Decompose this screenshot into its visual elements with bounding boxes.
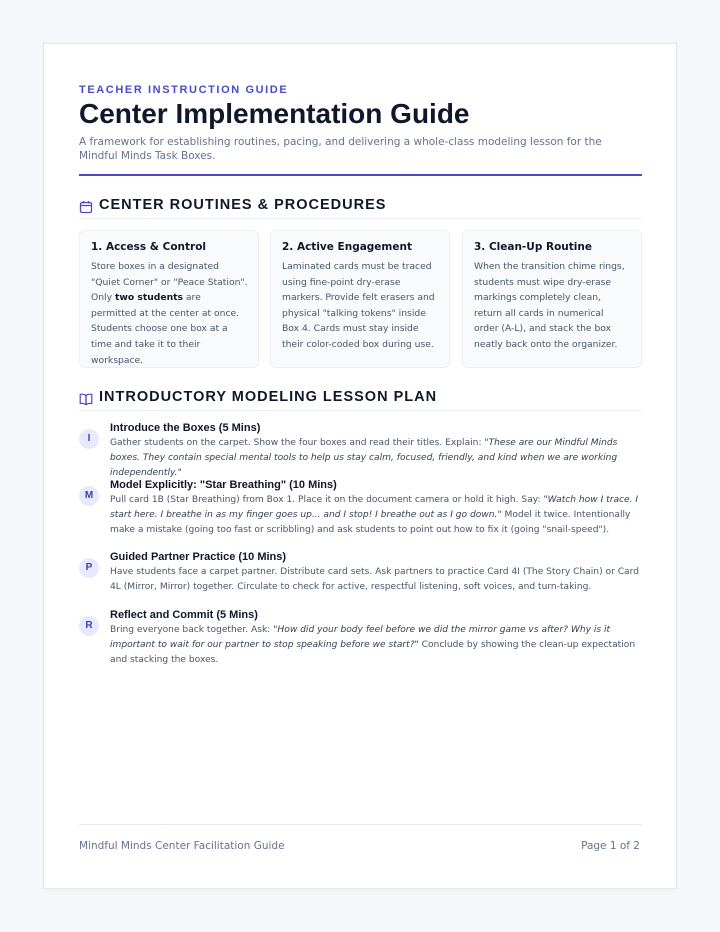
- open-book-icon: [79, 392, 93, 406]
- lesson-section-heading: [79, 389, 642, 411]
- card-body-emphasis: two students: [114, 292, 183, 304]
- routine-card-engagement: [270, 230, 450, 368]
- card-title: 3. Clean-Up Routine: [474, 241, 592, 253]
- step-body: [110, 565, 644, 595]
- step-body-text: Gather students on the carpet. Show the four boxes and read their titles. Explain:: [110, 438, 485, 448]
- step-body: [110, 623, 644, 668]
- footer-title: Mindful Minds Center Facilitation Guide: [79, 840, 285, 852]
- step-quote: "How did your body feel before we did the mirror game vs after? Why is it important to wait for our partner to stop speaking before we start?": [110, 625, 611, 650]
- card-body: [91, 259, 248, 368]
- title-divider: [79, 174, 642, 176]
- card-body-text: Store boxes in a designated "Quiet Corner" or "Peace Station". Only: [91, 261, 248, 304]
- step-quote: "Watch how I trace. I start here. I breathe in as my finger goes up... and I stop! I breathe out as I go down.": [110, 495, 639, 520]
- step-body: [110, 436, 644, 481]
- card-body: When the transition chime rings, students must wipe dry-erase markings completely clean, return all cards in numerical order (A-L), and stack the box neatly back onto the organizer.: [474, 261, 625, 350]
- step-body: [110, 493, 644, 538]
- step-quote: "These are our Mindful Minds boxes. They contain special mental tools to help us stay calm, focused, friendly, and kind when we are working independently.": [110, 438, 618, 478]
- step-body-text: Conclude by showing the clean-up expectation and stacking the boxes.: [110, 640, 636, 665]
- routines-section-heading: [79, 197, 642, 219]
- card-body-text: are permitted at the center at once. Students choose one box at a time and take it to their workspace.: [91, 292, 240, 366]
- step-badge: R: [79, 616, 99, 636]
- card-title: 1. Access & Control: [91, 241, 207, 253]
- step-title: Reflect and Commit (5 Mins): [110, 609, 258, 621]
- step-badge: P: [79, 558, 99, 578]
- page-title: Center Implementation Guide: [79, 98, 470, 129]
- routine-card-cleanup: [462, 230, 642, 368]
- routine-card-access: [79, 230, 259, 368]
- step-body-text: Model it twice. Intentionally make a mistake (going too fast or scribbling) and ask students to point out how to fix it (going "snail-speed").: [110, 510, 631, 535]
- page-number: Page 1 of 2: [581, 840, 640, 852]
- card-title: 2. Active Engagement: [282, 241, 412, 253]
- step-body-text: Have students face a carpet partner. Distribute card sets. Ask partners to practice Card 4I (The Story Chain) or Card 4L (Mirror, Mirror) together. Circulate to check for active, respectful listening, soft voices, and turn-taking.: [110, 567, 639, 592]
- step-body-text: Bring everyone back together. Ask:: [110, 625, 274, 635]
- routines-heading-label: CENTER ROUTINES & PROCEDURES: [99, 197, 396, 213]
- lesson-heading-label: INTRODUCTORY MODELING LESSON PLAN: [99, 389, 447, 405]
- calendar-icon: [79, 200, 93, 214]
- card-body: Laminated cards must be traced using fine-point dry-erase markers. Provide felt erasers and physical "talking tokens" inside Box 4. Cards must stay inside their color-coded box during use.: [282, 261, 435, 350]
- step-title: Guided Partner Practice (10 Mins): [110, 551, 287, 563]
- step-badge: M: [79, 486, 99, 506]
- step-badge: I: [79, 429, 99, 449]
- routine-cards: [79, 230, 642, 368]
- page-subtitle: A framework for establishing routines, pacing, and delivering a whole-class modeling lesson for the Mindful Minds Task Boxes.: [79, 136, 602, 162]
- step-title: Introduce the Boxes (5 Mins): [110, 422, 261, 434]
- footer-divider: [79, 824, 642, 825]
- eyebrow-label: TEACHER INSTRUCTION GUIDE: [79, 84, 289, 96]
- step-title: Model Explicitly: "Star Breathing" (10 Mins): [110, 479, 337, 491]
- step-body-text: Pull card 1B (Star Breathing) from Box 1. Place it on the document camera or hold it high. Say:: [110, 495, 544, 505]
- document-page: [43, 43, 677, 889]
